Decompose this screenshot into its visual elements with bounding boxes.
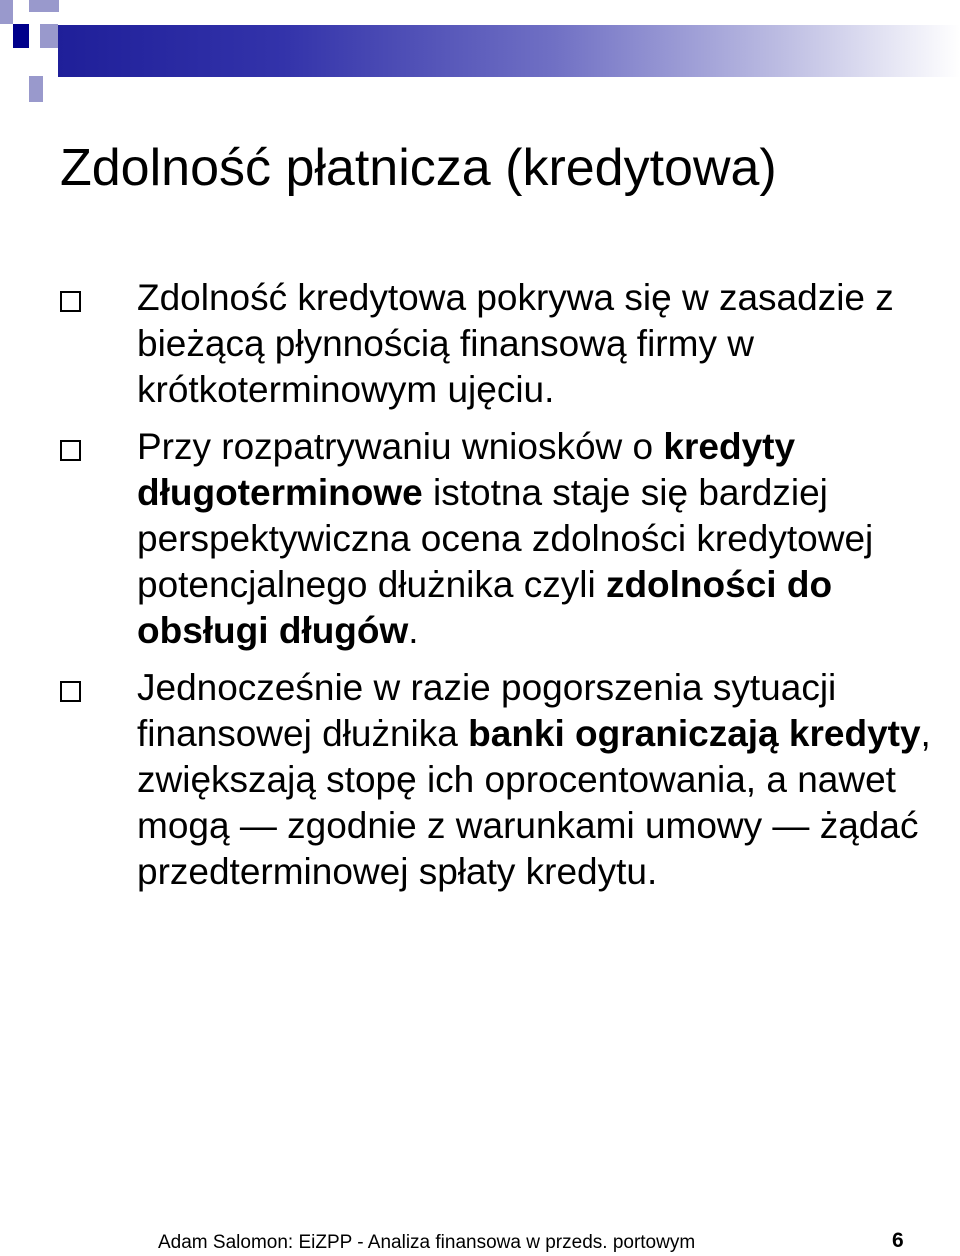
slide-title: Zdolność płatnicza (kredytowa) [60, 139, 777, 197]
bullet-text: Przy rozpatrywaniu wniosków o kredyty długoterminowe istotna staje się bardziej perspektywiczna ocena zdolności kredytowej potencjalnego dłużnika czyli zdolności do obsługi długów. [137, 426, 874, 651]
bullet-item [60, 424, 940, 654]
footer-text: Adam Salomon: EiZPP - Analiza finansowa w przeds. portowym [158, 1232, 696, 1253]
bullet-item [60, 665, 940, 895]
bold-phrase: banki ograniczają kredyty [468, 713, 921, 754]
header-decoration-square [0, 0, 13, 24]
header-decoration-square [29, 0, 59, 12]
bullet-text: Jednocześnie w razie pogorszenia sytuacji finansowej dłużnika banki ograniczają kredyty, zwiększają stopę ich oprocentowania, a nawet mogą — zgodnie z warunkami umowy — żądać przedterminowej spłaty kredytu. [137, 667, 931, 892]
bullet-text: Zdolność kredytowa pokrywa się w zasadzie z bieżącą płynnością finansową firmy w krótkoterminowym ujęciu. [137, 277, 894, 410]
bullet-list [60, 275, 940, 906]
header-decoration-square [13, 24, 29, 48]
header-gradient-bar [58, 25, 960, 77]
square-bullet-icon [60, 440, 81, 461]
page-number: 6 [892, 1229, 904, 1252]
square-bullet-icon [60, 291, 81, 312]
header-decoration-square [29, 76, 43, 102]
header-decoration-square [40, 24, 58, 48]
square-bullet-icon [60, 681, 81, 702]
bold-phrase: kredyty długoterminowe [137, 426, 796, 513]
bold-phrase: zdolności do obsługi długów [137, 564, 833, 651]
bullet-item [60, 275, 940, 413]
